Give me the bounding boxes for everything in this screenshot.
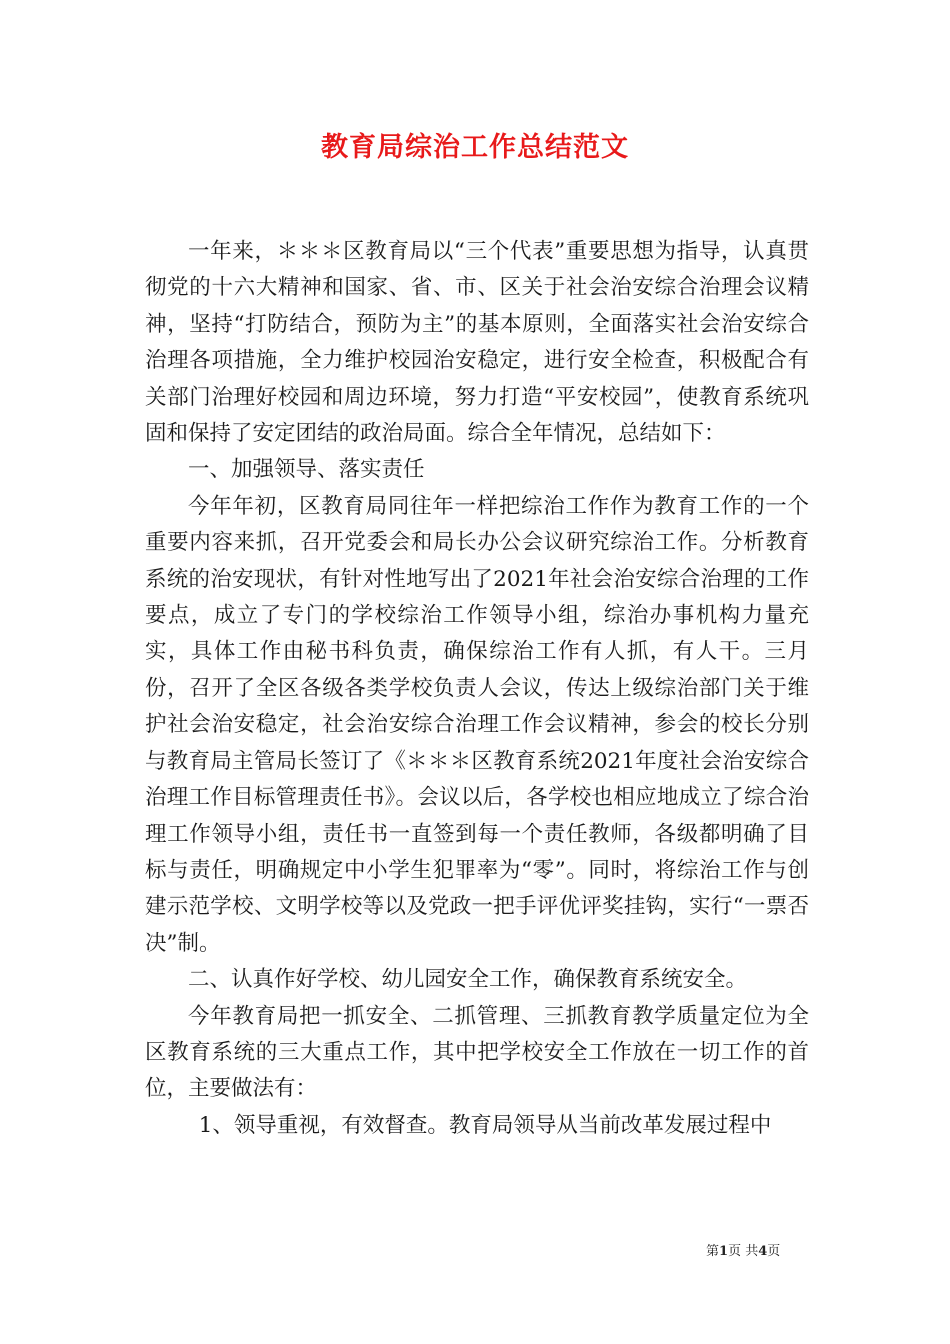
list-item-1: 1、领导重视，有效督查。教育局领导从当前改革发展过程中 bbox=[198, 1112, 772, 1138]
page-number-footer bbox=[706, 1244, 780, 1260]
footer-middle: 页 共 bbox=[728, 1244, 759, 1259]
section-heading-2: 二、认真作好学校、幼儿园安全工作，确保教育系统安全。 bbox=[188, 967, 748, 993]
footer-prefix: 第 bbox=[706, 1244, 720, 1259]
total-pages-number: 4 bbox=[758, 1244, 768, 1259]
paragraph-section-1: 今年年初，区教育局同往年一样把综治工作作为教育工作的一个重要内容来抓，召开党委会和局长办公会议研究综治工作。分析教育系统的治安现状，有针对性地写出了2021年社会治安综合治理的工作要点，成立了专门的学校综治工作领导小组，综治办事机构力量充实，具体工作由秘书科负责，确保综治工作有人抓，有人干。三月份，召开了全区各级各类学校负责人会议，传达上级综治部门关于维护社会治安稳定，社会治安综合治理工作会议精神，参会的校长分别与教育局主管局长签订了《＊＊＊区教育系统2021年度社会治安综合治理工作目标管理责任书》。会议以后，各学校也相应地成立了综合治理工作领导小组，责任书一直签到每一个责任教师，各级都明确了目标与责任，明确规定中小学生犯罪率为“零”。同时，将综治工作与创建示范学校、文明学校等以及党政一把手评优评奖挂钩，实行“一票否决”制。 bbox=[145, 493, 809, 956]
document-title: 教育局综治工作总结范文 bbox=[321, 132, 629, 163]
paragraph-intro: 一年来，＊＊＊区教育局以“三个代表”重要思想为指导，认真贯彻党的十六大精神和国家、省、市、区关于社会治安综合治理会议精神，坚持“打防结合，预防为主”的基本原则，全面落实社会治安综合治理各项措施，全力维护校园治安稳定，进行安全检查，积极配合有关部门治理好校园和周边环境，努力打造“平安校园”，使教育系统巩固和保持了安定团结的政治局面。综合全年情况，总结如下： bbox=[145, 239, 809, 447]
current-page-number: 1 bbox=[719, 1244, 729, 1259]
section-heading-1: 一、加强领导、落实责任 bbox=[188, 457, 425, 483]
paragraph-section-2: 今年教育局把一抓安全、二抓管理、三抓教育教学质量定位为全区教育系统的三大重点工作，其中把学校安全工作放在一切工作的首位，主要做法有： bbox=[145, 1003, 809, 1102]
document-body bbox=[145, 234, 809, 1144]
footer-suffix: 页 bbox=[767, 1244, 781, 1259]
